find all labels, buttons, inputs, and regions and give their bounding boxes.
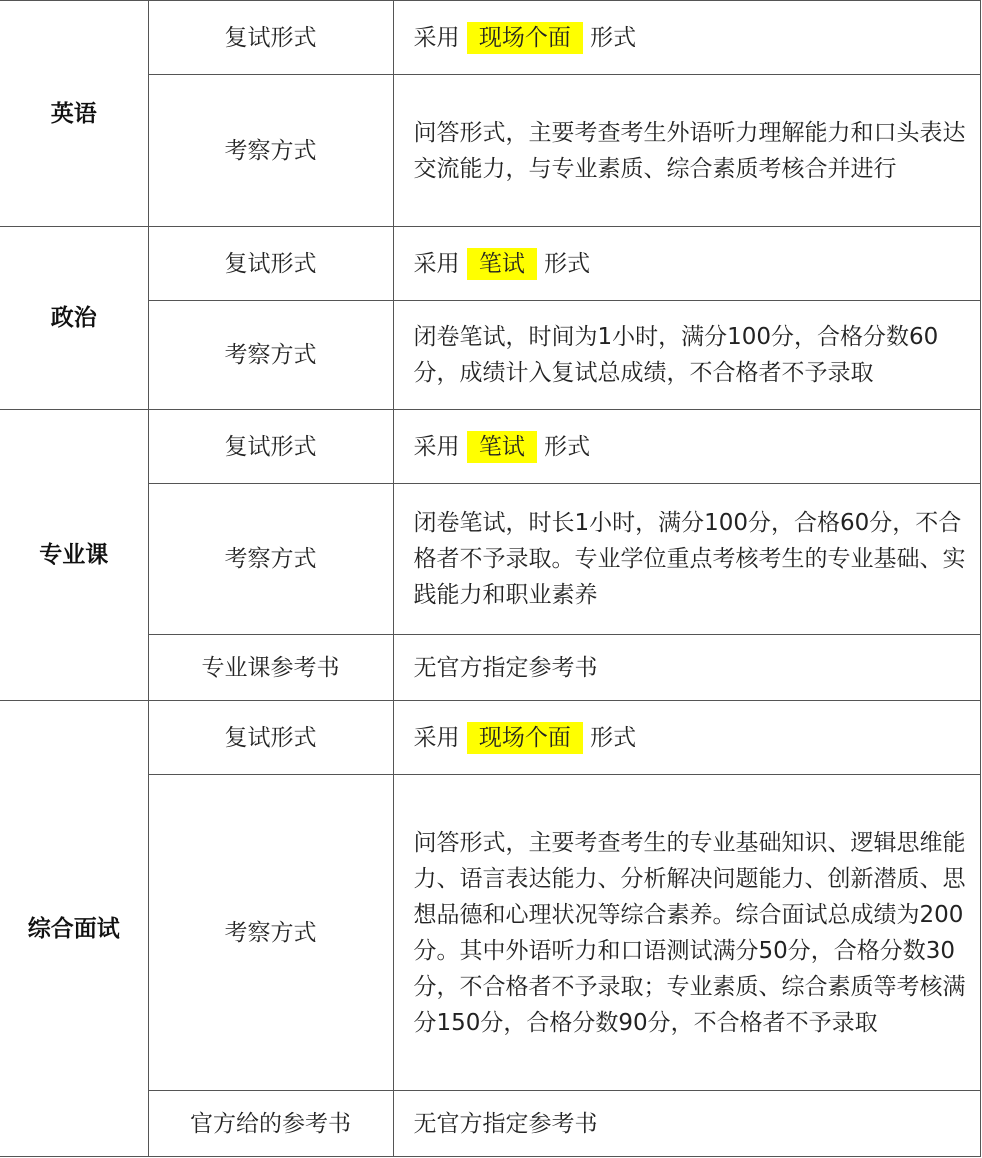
item-cell: 考察方式: [148, 301, 393, 410]
content-cell: [393, 701, 980, 775]
content-prefix: 采用: [413, 433, 460, 460]
content-suffix: 形式: [590, 24, 637, 51]
highlighted-format: 现场个面: [467, 22, 583, 54]
item-cell: 专业课参考书: [148, 635, 393, 701]
content-suffix: 形式: [590, 724, 637, 751]
subject-cell-major-course: 专业课: [0, 410, 148, 701]
item-cell: 复试形式: [148, 1, 393, 75]
content-prefix: 采用: [413, 24, 460, 51]
item-cell: 复试形式: [148, 701, 393, 775]
content-cell: 无官方指定参考书: [393, 1091, 980, 1157]
content-suffix: 形式: [544, 250, 591, 277]
item-cell: 复试形式: [148, 410, 393, 484]
content-cell: 闭卷笔试，时长1小时，满分100分，合格60分，不合格者不予录取。专业学位重点考核考生的专业基础、实践能力和职业素养: [393, 484, 980, 635]
content-cell: [393, 410, 980, 484]
item-cell: 复试形式: [148, 227, 393, 301]
content-cell: [393, 1, 980, 75]
item-cell: 官方给的参考书: [148, 1091, 393, 1157]
table-row: [0, 701, 980, 775]
subject-cell-english: 英语: [0, 1, 148, 227]
content-prefix: 采用: [413, 724, 460, 751]
table-row: [0, 410, 980, 484]
content-cell: 问答形式，主要考查考生外语听力理解能力和口头表达交流能力，与专业素质、综合素质考核合并进行: [393, 75, 980, 227]
content-cell: 闭卷笔试，时间为1小时，满分100分，合格分数60分，成绩计入复试总成绩，不合格者不予录取: [393, 301, 980, 410]
content-cell: 无官方指定参考书: [393, 635, 980, 701]
item-cell: 考察方式: [148, 484, 393, 635]
item-cell: 考察方式: [148, 775, 393, 1091]
table-row: [0, 227, 980, 301]
subject-cell-politics: 政治: [0, 227, 148, 410]
content-prefix: 采用: [413, 250, 460, 277]
content-cell: 问答形式，主要考查考生的专业基础知识、逻辑思维能力、语言表达能力、分析解决问题能力、创新潜质、思想品德和心理状况等综合素养。综合面试总成绩为200分。其中外语听力和口语测试满分50分，合格分数30分，不合格者不予录取；专业素质、综合素质等考核满分150分，合格分数90分，不合格者不予录取: [393, 775, 980, 1091]
table-row: [0, 1, 980, 75]
item-cell: 考察方式: [148, 75, 393, 227]
highlighted-format: 笔试: [467, 431, 537, 463]
content-suffix: 形式: [544, 433, 591, 460]
content-cell: [393, 227, 980, 301]
subject-cell-interview: 综合面试: [0, 701, 148, 1157]
highlighted-format: 笔试: [467, 248, 537, 280]
highlighted-format: 现场个面: [467, 722, 583, 754]
